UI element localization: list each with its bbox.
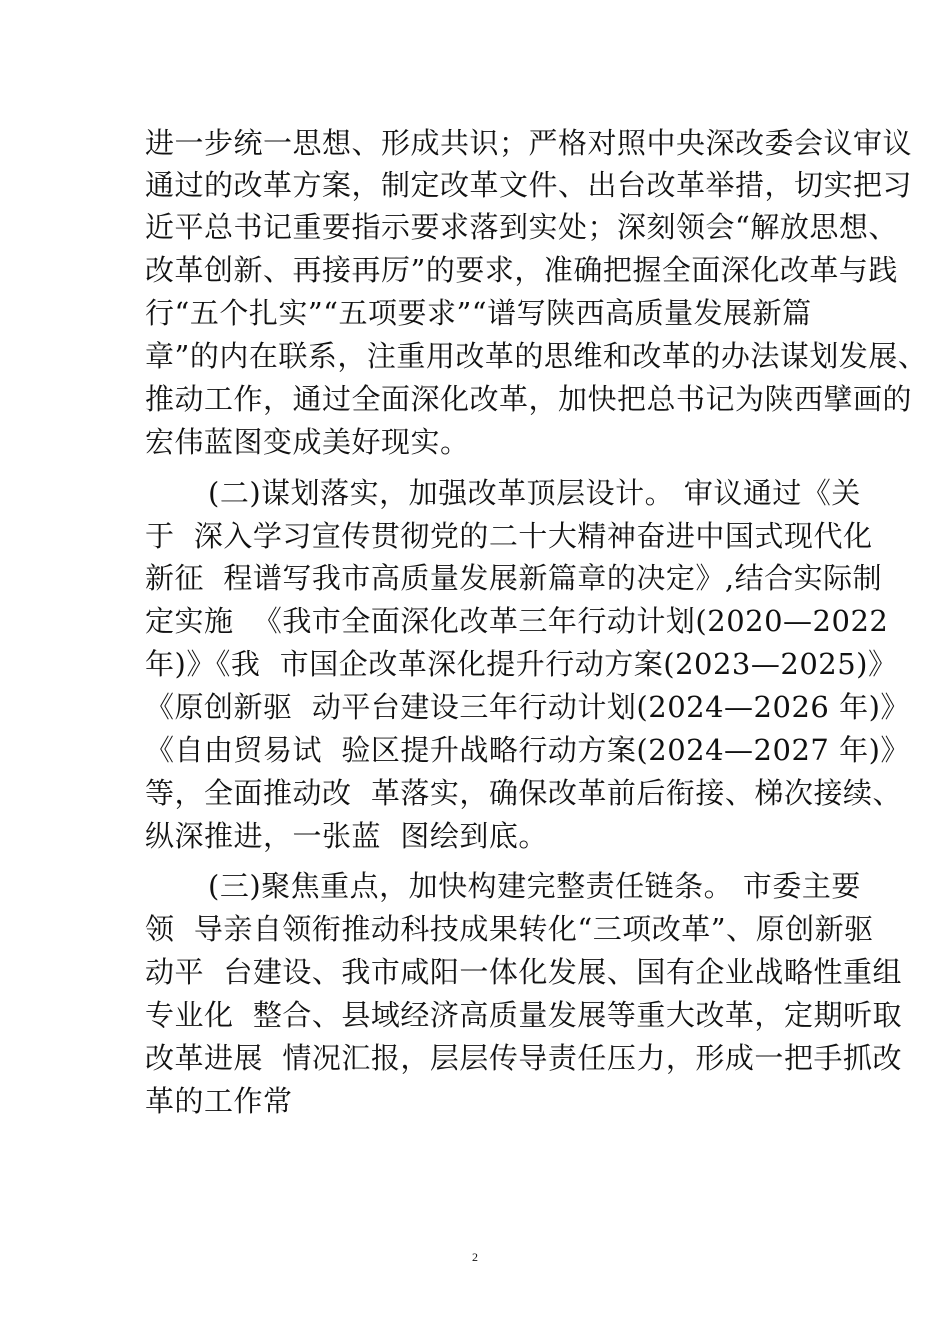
text-line: 宏伟蓝图变成美好现实。	[145, 425, 470, 459]
text-line: 新征 程谱写我市高质量发展新篇章的决定》,结合实际制	[145, 561, 883, 595]
text-line: 《自由贸易试 验区提升战略行动方案(2024—2027 年)》	[145, 733, 910, 767]
text-line: 年)》《我 市国企改革深化提升行动方案(2023—2025)》	[145, 647, 898, 681]
text-line: 通过的改革方案，制定改革文件、出台改革举措，切实把习	[145, 168, 913, 202]
text-line: 革的工作常	[145, 1084, 293, 1118]
text-line: 行“五个扎实”“五项要求”“谱写陕西高质量发展新篇	[145, 296, 812, 330]
text-line: 专业化 整合、县域经济高质量发展等重大改革，定期听取	[145, 998, 902, 1032]
text-line: 进一步统一思想、形成共识；严格对照中央深改委会议审议	[145, 126, 913, 160]
text-line: 《原创新驱 动平台建设三年行动计划(2024—2026 年)》	[145, 690, 910, 724]
text-line: 推动工作，通过全面深化改革，加快把总书记为陕西擘画的	[145, 382, 913, 416]
text-line: 动平 台建设、我市咸阳一体化发展、国有企业战略性重组	[145, 955, 902, 989]
text-line: 领 导亲自领衔推动科技成果转化“三项改革”、原创新驱	[145, 912, 874, 946]
text-line: 定实施 《我市全面深化改革三年行动计划(2020—2022	[145, 604, 889, 638]
text-line: 于 深入学习宣传贯彻党的二十大精神奋进中国式现代化	[145, 519, 873, 553]
text-line: 等，全面推动改 革落实，确保改革前后衔接、梯次接续、	[145, 776, 902, 810]
section-heading-line: (二)谋划落实，加强改革顶层设计。 审议通过《关	[208, 476, 861, 510]
section-heading-line: (三)聚焦重点，加快构建完整责任链条。 市委主要	[208, 869, 861, 903]
text-line: 纵深推进，一张蓝 图绘到底。	[145, 819, 548, 853]
text-line: 章”的内在联系，注重用改革的思维和改革的办法谋划发展、	[145, 339, 928, 373]
text-line: 近平总书记重要指示要求落到实处；深刻领会“解放思想、	[145, 210, 898, 244]
page-number: 2	[472, 1250, 478, 1264]
text-line: 改革创新、再接再厉”的要求，准确把握全面深化改革与践	[145, 253, 898, 287]
text-line: 改革进展 情况汇报，层层传导责任压力，形成一把手抓改	[145, 1041, 902, 1075]
